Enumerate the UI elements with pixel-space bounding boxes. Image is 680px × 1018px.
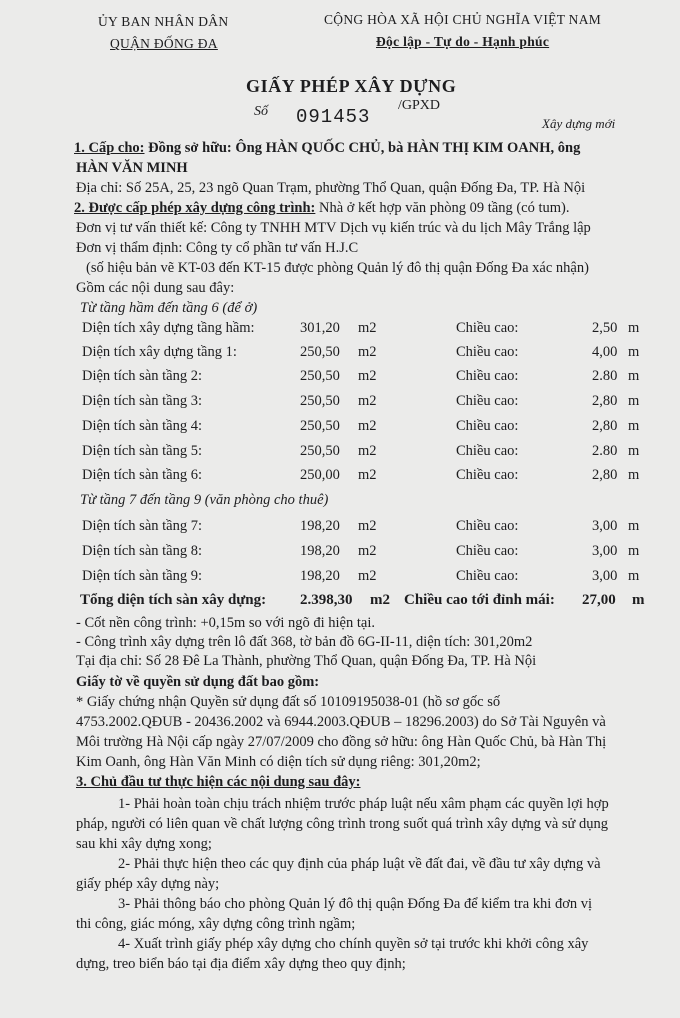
lot-note: - Công trình xây dựng trên lô đất 368, tờ bản đồ 6G-II-11, diện tích: 301,20m2	[76, 634, 533, 650]
row-height: 2.80	[592, 368, 618, 384]
row-label: Diện tích xây dựng tầng 1:	[82, 344, 237, 360]
obligation1-line3: sau khi xây dựng xong;	[76, 836, 212, 852]
row-label: Diện tích sàn tầng 4:	[82, 418, 203, 434]
row-area-unit: m2	[358, 543, 377, 559]
section1-heading: 1. Cấp cho:	[74, 140, 145, 156]
row-area: 250,50	[300, 344, 340, 360]
land-docs-line1: * Giấy chứng nhận Quyền sử dụng đất số 10109195038-01 (hồ sơ gốc số	[76, 694, 501, 710]
row-height-label: Chiều cao:	[456, 418, 519, 434]
owners-line1: Đồng sở hữu: Ông HÀN QUỐC CHỦ, bà HÀN THỊ KIM OANH, ông	[148, 140, 581, 156]
section2-heading: 2. Được cấp phép xây dựng công trình:	[74, 200, 316, 216]
row-area: 198,20	[300, 568, 340, 584]
row-area: 198,20	[300, 543, 340, 559]
appraiser-line: Đơn vị thẩm định: Công ty cổ phần tư vấn H.J.C	[76, 240, 359, 256]
row-height-label: Chiều cao:	[456, 443, 519, 459]
land-docs-line2: 4753.2002.QĐUB - 20436.2002 và 6944.2003.QĐUB – 18296.2003) do Sở Tài Nguyên và	[76, 714, 606, 730]
area-row	[0, 443, 680, 465]
row-height-unit: m	[628, 393, 640, 409]
total-height: 27,00	[582, 592, 616, 608]
row-area-unit: m2	[358, 418, 377, 434]
row-height-unit: m	[628, 368, 640, 384]
total-area-unit: m2	[370, 592, 390, 608]
row-height-unit: m	[628, 443, 640, 459]
row-area: 198,20	[300, 518, 340, 534]
row-label: Diện tích sàn tầng 7:	[82, 518, 203, 534]
row-height-label: Chiều cao:	[456, 518, 519, 534]
obligation1-line2: pháp, người có liên quan về chất lượng công trình trong suốt quá trình xây dựng và sử dụng	[76, 816, 609, 832]
group1-heading: Từ tầng hầm đến tầng 6 (để ở)	[80, 300, 258, 316]
total-label: Tổng diện tích sàn xây dựng:	[80, 592, 267, 608]
contents-intro: Gồm các nội dung sau đây:	[76, 280, 235, 296]
national-motto: Độc lập - Tự do - Hạnh phúc	[376, 34, 550, 49]
row-height-label: Chiều cao:	[456, 543, 519, 559]
row-area-unit: m2	[358, 467, 377, 483]
area-row	[0, 518, 680, 540]
row-height-label: Chiều cao:	[456, 568, 519, 584]
issuer-line1: ỦY BAN NHÂN DÂN	[98, 14, 229, 29]
area-row	[0, 393, 680, 415]
foundation-note: - Cốt nền công trình: +0,15m so với ngõ đi hiện tại.	[76, 615, 375, 631]
location-note: Tại địa chỉ: Số 28 Đê La Thành, phường Thổ Quan, quận Đống Đa, TP. Hà Nội	[76, 653, 537, 669]
total-height-label: Chiều cao tới đỉnh mái:	[404, 592, 555, 608]
designer-line: Đơn vị tư vấn thiết kế: Công ty TNHH MTV Dịch vụ kiến trúc và du lịch Mây Trắng lập	[76, 220, 591, 236]
total-area: 2.398,30	[300, 592, 353, 608]
owners-address: Địa chỉ: Số 25A, 25, 23 ngõ Quan Trạm, phường Thổ Quan, quận Đống Đa, TP. Hà Nội	[76, 180, 586, 196]
obligation3-line1: 3- Phải thông báo cho phòng Quản lý đô thị quận Đống Đa để kiểm tra khi đơn vị	[118, 896, 593, 912]
row-height: 2,80	[592, 467, 618, 483]
row-label: Diện tích sàn tầng 3:	[82, 393, 203, 409]
row-height-label: Chiều cao:	[456, 344, 519, 360]
row-height: 3,00	[592, 518, 618, 534]
area-row	[0, 320, 680, 342]
row-area-unit: m2	[358, 393, 377, 409]
row-height: 4,00	[592, 344, 618, 360]
issuer-line2: QUẬN ĐỐNG ĐA	[110, 36, 218, 51]
row-label: Diện tích sàn tầng 5:	[82, 443, 203, 459]
row-area: 301,20	[300, 320, 340, 336]
row-height-unit: m	[628, 344, 640, 360]
group2-heading: Từ tầng 7 đến tầng 9 (văn phòng cho thuê)	[80, 492, 329, 508]
row-area: 250,00	[300, 467, 340, 483]
land-docs-heading: Giấy tờ về quyền sử dụng đất bao gồm:	[76, 674, 320, 690]
row-label: Diện tích sàn tầng 8:	[82, 543, 203, 559]
area-row	[0, 568, 680, 590]
row-height-unit: m	[628, 467, 640, 483]
row-label: Diện tích sàn tầng 2:	[82, 368, 203, 384]
obligation2-line2: giấy phép xây dựng này;	[76, 876, 220, 892]
row-area-unit: m2	[358, 568, 377, 584]
land-docs-line4: Kim Oanh, ông Hàn Văn Minh có diện tích sử dụng riêng: 301,20m2;	[76, 754, 481, 770]
row-height-unit: m	[628, 320, 640, 336]
row-height-label: Chiều cao:	[456, 393, 519, 409]
row-area: 250,50	[300, 418, 340, 434]
obligation4-line1: 4- Xuất trình giấy phép xây dựng cho chính quyền sở tại trước khi khởi công xây	[118, 936, 589, 952]
row-height-unit: m	[628, 518, 640, 534]
row-height: 2,80	[592, 393, 618, 409]
obligation3-line2: thi công, giác móng, xây dựng công trình ngầm;	[76, 916, 356, 932]
row-height-label: Chiều cao:	[456, 467, 519, 483]
row-area-unit: m2	[358, 443, 377, 459]
row-area-unit: m2	[358, 320, 377, 336]
owners-line2: HÀN VĂN MINH	[76, 160, 188, 176]
area-row	[0, 344, 680, 366]
row-height-label: Chiều cao:	[456, 368, 519, 384]
total-row	[0, 592, 680, 614]
obligation2-line1: 2- Phải thực hiện theo các quy định của pháp luật về đất đai, về đầu tư xây dựng và	[118, 856, 601, 872]
area-row	[0, 467, 680, 489]
number-prefix: Số	[254, 104, 268, 119]
total-height-unit: m	[632, 592, 645, 608]
section2-project: Nhà ở kết hợp văn phòng 09 tầng (có tum).	[318, 200, 570, 216]
row-height: 2.80	[592, 443, 618, 459]
row-height-unit: m	[628, 568, 640, 584]
row-height-label: Chiều cao:	[456, 320, 519, 336]
row-area-unit: m2	[358, 368, 377, 384]
row-area: 250,50	[300, 393, 340, 409]
obligation1-line1: 1- Phải hoàn toàn chịu trách nhiệm trước pháp luật nếu xâm phạm các quyền lợi hợp	[118, 796, 609, 812]
section2-line	[74, 200, 570, 217]
section1-line	[74, 140, 580, 157]
land-docs-line3: Môi trường Hà Nội cấp ngày 27/07/2009 cho đồng sở hữu: ông Hàn Quốc Chủ, bà Hàn Thị	[76, 734, 607, 750]
row-label: Diện tích sàn tầng 9:	[82, 568, 203, 584]
drawings-line: (số hiệu bản vẽ KT-03 đến KT-15 được phòng Quản lý đô thị quận Đống Đa xác nhận)	[86, 260, 589, 276]
area-row	[0, 368, 680, 390]
area-row	[0, 418, 680, 440]
national-title: CỘNG HÒA XÃ HỘI CHỦ NGHĨA VIỆT NAM	[324, 12, 602, 27]
row-label: Diện tích xây dựng tầng hầm:	[82, 320, 255, 336]
permit-number: 091453	[296, 106, 371, 128]
section3-heading: 3. Chủ đầu tư thực hiện các nội dung sau đây:	[76, 774, 361, 790]
row-area-unit: m2	[358, 518, 377, 534]
new-construction-note: Xây dựng mới	[542, 116, 616, 131]
row-area: 250,50	[300, 443, 340, 459]
document-title: GIẤY PHÉP XÂY DỰNG	[246, 76, 457, 96]
row-height: 3,00	[592, 568, 618, 584]
row-height: 2,50	[592, 320, 618, 336]
row-height: 3,00	[592, 543, 618, 559]
row-height-unit: m	[628, 543, 640, 559]
row-height-unit: m	[628, 418, 640, 434]
row-height: 2,80	[592, 418, 618, 434]
area-row	[0, 543, 680, 565]
row-label: Diện tích sàn tầng 6:	[82, 467, 203, 483]
row-area-unit: m2	[358, 344, 377, 360]
number-suffix: /GPXD	[398, 98, 441, 113]
row-area: 250,50	[300, 368, 340, 384]
obligation4-line2: dựng, treo biển báo tại địa điểm xây dựng theo quy định;	[76, 956, 406, 972]
